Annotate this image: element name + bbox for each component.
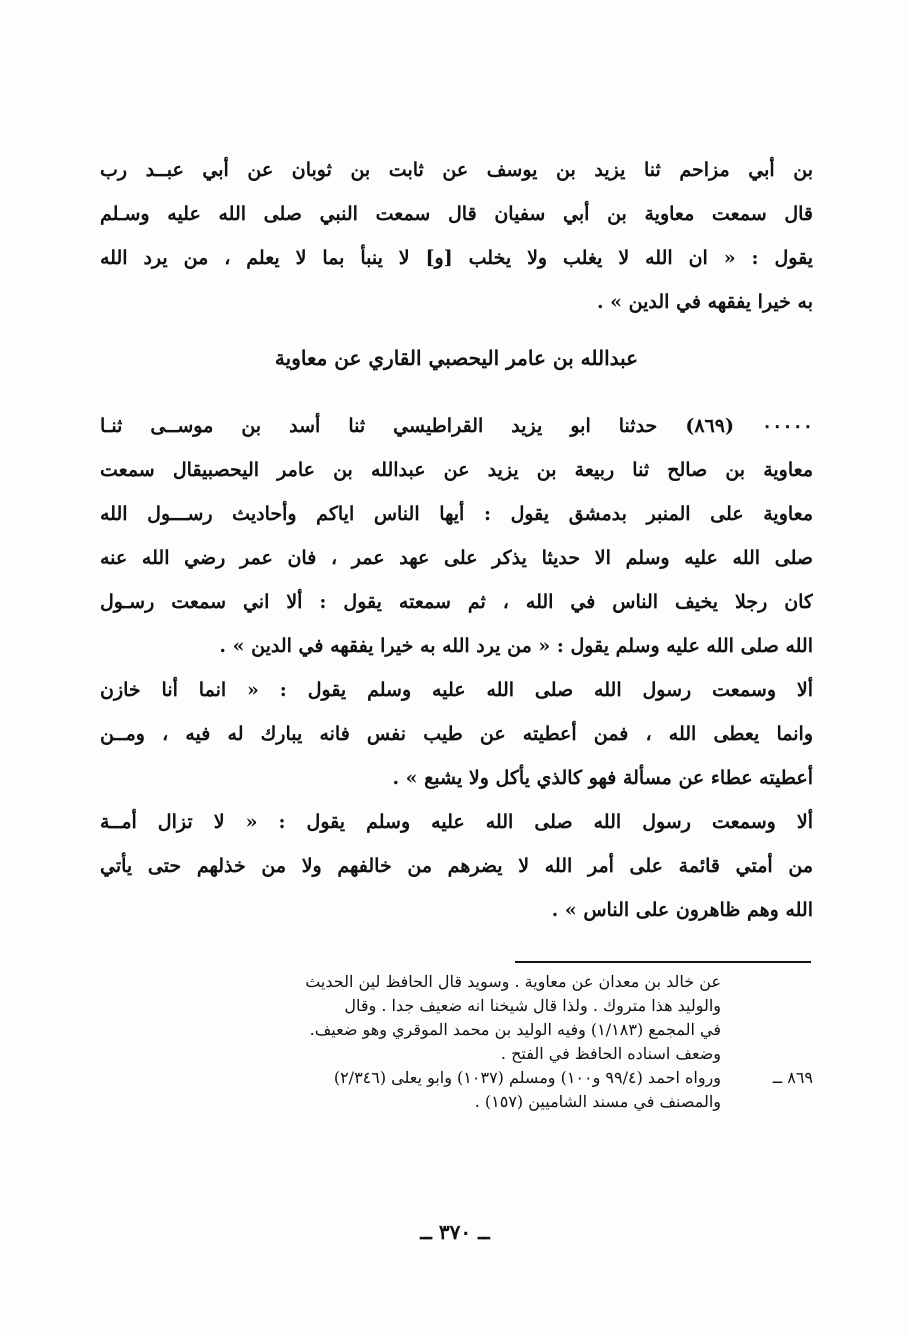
text-line: ٠٠٠٠٠ (٨٦٩) حدثنا ابو يزيد القراطيسي ثنا أسد بن موســى ثنـا xyxy=(100,415,813,437)
text-line: وانما يعطى الله ، فمن أعطيته عن طيب نفس فانه يبارك له فيه ، ومــن xyxy=(100,723,813,745)
page-number: ــ ٣٧٠ ــ xyxy=(420,1220,490,1244)
text-line: أعطيته عطاء عن مسألة فهو كالذي يأكل ولا يشبع » . xyxy=(392,767,813,789)
text-line: كان رجلا يخيف الناس في الله ، ثم سمعته يقول : ألا اني سمعت رسـول xyxy=(100,591,813,613)
section-heading: عبدالله بن عامر اليحصبي القاري عن معاوية xyxy=(274,346,639,370)
footnote-line: وضعف اسناده الحافظ في الفتح . xyxy=(500,1044,721,1063)
text-line: قال سمعت معاوية بن أبي سفيان قال سمعت النبي صلى الله عليه وسـلم xyxy=(100,203,813,225)
footnote-line: والمصنف في مسند الشاميين (١٥٧) . xyxy=(474,1092,721,1111)
text-line: من أمتي قائمة على أمر الله لا يضرهم من خالفهم ولا من خذلهم حتى يأتي xyxy=(100,855,813,877)
paragraph-1 xyxy=(100,148,813,324)
footnote-divider xyxy=(515,961,811,963)
footnote-continuation xyxy=(110,970,813,1066)
text-line: ألا وسمعت رسول الله صلى الله عليه وسلم يقول : « لا تزال أمــة xyxy=(100,811,813,833)
text-line: يقول : « ان الله لا يغلب ولا يخلب [و] لا ينبأ بما لا يعلم ، من يرد الله xyxy=(100,247,813,269)
footnote-line: عن خالد بن معدان عن معاوية . وسويد قال الحافظ لين الحديث xyxy=(305,972,721,991)
footnote-line: في المجمع (١/١٨٣) وفيه الوليد بن محمد الموقري وهو ضعيف. xyxy=(309,1020,721,1039)
text-line: ألا وسمعت رسول الله صلى الله عليه وسلم يقول : « انما أنا خازن xyxy=(100,679,813,701)
paragraph-3 xyxy=(100,668,813,800)
footnote-line: والوليد هذا متروك . ولذا قال شيخنا انه ضعيف جدا . وقال xyxy=(344,996,721,1015)
text-line: الله صلى الله عليه وسلم يقول : « من يرد الله به خيرا يفقهه في الدين » . xyxy=(219,635,813,657)
footnotes xyxy=(110,970,813,1114)
footnote-869 xyxy=(110,1066,813,1114)
text-line: به خيرا يفقهه في الدين » . xyxy=(596,291,813,313)
footnote-line: ورواه احمد (٩٩/٤ و١٠٠) ومسلم (١٠٣٧) وابو يعلى (٢/٣٤٦) xyxy=(333,1068,721,1087)
text-line: صلى الله عليه وسلم الا حديثا يذكر على عهد عمر ، فان عمر رضي الله عنه xyxy=(100,547,813,569)
paragraph-2 xyxy=(100,404,813,668)
text-line: بن أبي مزاحم ثنا يزيد بن يوسف عن ثابت بن ثوبان عن أبي عبــد رب xyxy=(100,159,813,181)
main-text xyxy=(100,148,813,932)
footnote-number: ٨٦٩ ــ xyxy=(772,1068,813,1087)
text-line: معاوية بن صالح ثنا ربيعة بن يزيد عن عبدالله بن عامر اليحصبيقال سمعت xyxy=(100,459,813,481)
text-line: الله وهم ظاهرون على الناس » . xyxy=(551,899,813,921)
paragraph-4 xyxy=(100,800,813,932)
text-line: معاوية على المنبر بدمشق يقول : أيها الناس اياكم وأحاديث رســـول الله xyxy=(100,503,813,525)
